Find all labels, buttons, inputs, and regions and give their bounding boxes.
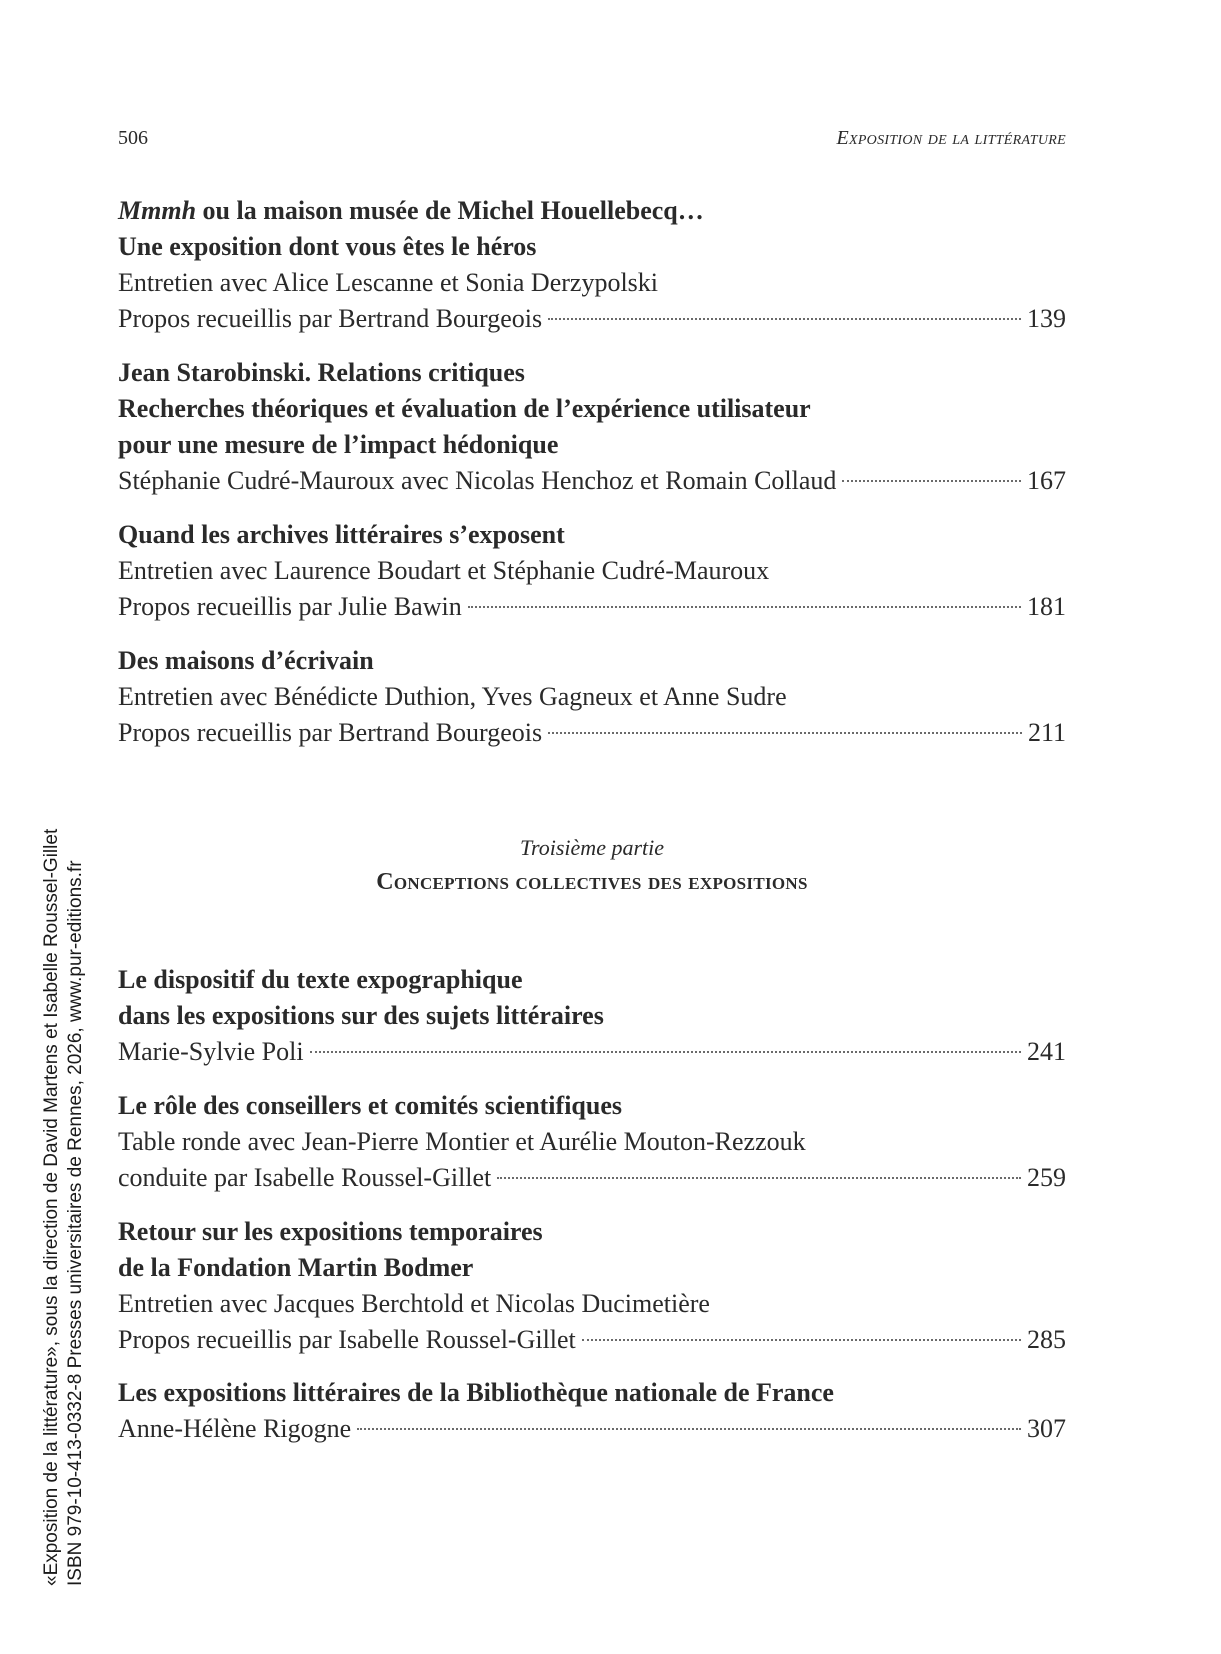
entry-title-text: ou la maison musée de Michel Houellebecq… <box>196 196 704 225</box>
entry-page-line <box>118 301 1066 337</box>
entry-page-line <box>118 1411 1066 1447</box>
entry-page-line <box>118 463 1066 499</box>
dot-leader <box>357 1428 1021 1430</box>
side-note-line: «Exposition de la littérature», sous la direction de David Martens et Isabelle Roussel-Gillet <box>41 828 62 1586</box>
entry-page-number: 307 <box>1027 1414 1066 1443</box>
dot-leader <box>842 480 1021 482</box>
part-label: Troisième partie <box>519 835 665 860</box>
entry-byline: Entretien avec Laurence Boudart et Stéphanie Cudré-Mauroux <box>118 556 770 585</box>
entry-byline: Entretien avec Alice Lescanne et Sonia Derzypolski <box>118 268 659 297</box>
entry-page-line <box>118 715 1066 751</box>
entry-page-number: 241 <box>1027 1037 1066 1066</box>
toc-entry <box>118 1088 1066 1196</box>
publisher-side-note <box>40 736 88 1586</box>
part-title: Conceptions collectives des expositions <box>376 869 808 895</box>
entry-page-number: 167 <box>1027 466 1066 495</box>
entry-title <box>118 193 1066 229</box>
entry-byline: Propos recueillis par Bertrand Bourgeois <box>118 304 543 333</box>
toc-entry <box>118 1214 1066 1358</box>
entry-page-number: 181 <box>1027 592 1066 621</box>
dot-leader <box>497 1177 1021 1179</box>
entry-page-number: 259 <box>1027 1163 1066 1192</box>
entry-title-line: Une exposition dont vous êtes le héros <box>118 232 537 261</box>
dot-leader <box>582 1339 1021 1341</box>
dot-leader <box>548 318 1021 320</box>
running-title: Exposition de la littérature <box>836 127 1066 149</box>
dot-leader <box>548 732 1022 734</box>
entry-title-line: Jean Starobinski. Relations critiques <box>118 358 525 387</box>
entry-title-line: Des maisons d’écrivain <box>118 646 374 675</box>
entry-title-italic: Mmmh <box>118 196 197 225</box>
entry-page-number: 139 <box>1027 304 1066 333</box>
entry-byline: Propos recueillis par Julie Bawin <box>118 592 462 621</box>
entry-byline: Entretien avec Bénédicte Duthion, Yves Gagneux et Anne Sudre <box>118 682 787 711</box>
toc-entry <box>118 962 1066 1070</box>
entry-title-line: pour une mesure de l’impact hédonique <box>118 430 559 459</box>
entry-byline: Entretien avec Jacques Berchtold et Nicolas Ducimetière <box>118 1289 710 1318</box>
entry-page-number: 211 <box>1027 718 1066 747</box>
toc-entry <box>118 355 1066 499</box>
entry-title-line: Le rôle des conseillers et comités scientifiques <box>118 1091 622 1120</box>
entry-byline: Table ronde avec Jean-Pierre Montier et Aurélie Mouton-Rezzouk <box>118 1127 806 1156</box>
entry-title-line: Retour sur les expositions temporaires <box>118 1217 543 1246</box>
entry-byline: Stéphanie Cudré-Mauroux avec Nicolas Henchoz et Romain Collaud <box>118 466 837 495</box>
side-note-line: ISBN 979-10-413-0332-8 Presses universitaires de Rennes, 2026, www.pur-editions.fr <box>65 860 86 1586</box>
entry-title-line: Le dispositif du texte expographique <box>118 965 523 994</box>
entry-byline: Propos recueillis par Isabelle Roussel-Gillet <box>118 1325 576 1354</box>
entry-page-line <box>118 1034 1066 1070</box>
entry-byline: Propos recueillis par Bertrand Bourgeois <box>118 718 543 747</box>
dot-leader <box>468 606 1021 608</box>
entry-page-line <box>118 1160 1066 1196</box>
toc-entry <box>118 193 1066 337</box>
entry-byline: Anne-Hélène Rigogne <box>118 1414 352 1443</box>
toc-entry <box>118 1375 1066 1447</box>
entry-title-line: Recherches théoriques et évaluation de l’expérience utilisateur <box>118 394 811 423</box>
entry-page-line <box>118 589 1066 625</box>
entry-title-line: dans les expositions sur des sujets littéraires <box>118 1001 604 1030</box>
toc-entry <box>118 643 1066 751</box>
entry-page-number: 285 <box>1027 1325 1066 1354</box>
dot-leader <box>310 1051 1021 1053</box>
entry-byline: conduite par Isabelle Roussel-Gillet <box>118 1163 492 1192</box>
entry-byline: Marie-Sylvie Poli <box>118 1037 304 1066</box>
entry-title-line: de la Fondation Martin Bodmer <box>118 1253 474 1282</box>
toc-entry <box>118 517 1066 625</box>
page-number: 506 <box>118 127 148 149</box>
page-header <box>118 127 1066 157</box>
entry-title-line: Quand les archives littéraires s’exposent <box>118 520 565 549</box>
entry-page-line <box>118 1322 1066 1358</box>
entry-title-line: Les expositions littéraires de la Bibliothèque nationale de France <box>118 1378 834 1407</box>
